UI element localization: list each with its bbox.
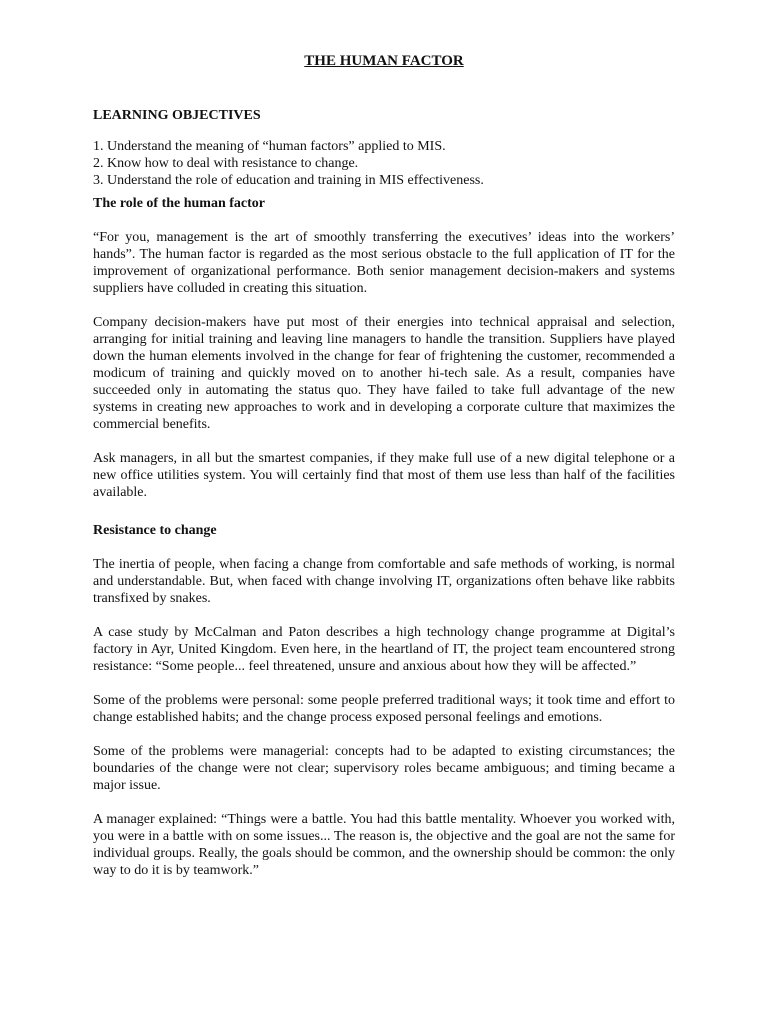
document-page xyxy=(93,52,675,879)
body-paragraph: Company decision-makers have put most of their energies into technical appraisal and selection, arranging for initial training and leaving line managers to handle the transition. Suppliers have played down the human elements involved in the change for fear of frightening the customer, recommended a modicum of training and quickly moved on to another hi-tech sale. As a result, companies have succeeded only in automating the status quo. They have failed to take full advantage of the new systems in creating new approaches to work and in developing a corporate culture that maximizes the commercial benefits. xyxy=(93,315,675,432)
body-paragraph: A manager explained: “Things were a battle. You had this battle mentality. Whoever you worked with, you were in a battle with on some issues... The reason is, the objective and the goal are not the same for individual groups. Really, the goals should be common, and the ownership should be common: the only way to do it is by teamwork.” xyxy=(93,812,675,878)
body-paragraph: Some of the problems were managerial: concepts had to be adapted to existing circumstances; the boundaries of the change were not clear; supervisory roles became ambiguous; and timing became a major issue. xyxy=(93,744,675,793)
body-paragraph: The inertia of people, when facing a change from comfortable and safe methods of working, is normal and understandable. But, when faced with change involving IT, organizations often behave like rabbits transfixed by snakes. xyxy=(93,557,675,606)
body-paragraph: Some of the problems were personal: some people preferred traditional ways; it took time and effort to change established habits; and the change process exposed personal feelings and emotions. xyxy=(93,693,675,725)
objective-item: 3. Understand the role of education and training in MIS effectiveness. xyxy=(93,173,484,188)
learning-objectives-heading: LEARNING OBJECTIVES xyxy=(93,108,261,123)
role-section-heading: The role of the human factor xyxy=(93,196,265,211)
resistance-section-heading: Resistance to change xyxy=(93,523,217,538)
objective-item: 2. Know how to deal with resistance to change. xyxy=(93,156,359,171)
body-paragraph: Ask managers, in all but the smartest companies, if they make full use of a new digital telephone or a new office utilities system. You will certainly find that most of them use less than half of the facilities available. xyxy=(93,451,675,500)
body-paragraph: A case study by McCalman and Paton describes a high technology change programme at Digital’s factory in Ayr, United Kingdom. Even here, in the heartland of IT, the project team encountered strong resistance: “Some people... feel threatened, unsure and anxious about how they will be affected.” xyxy=(93,625,675,674)
learning-objectives-list xyxy=(93,138,675,189)
document-title: THE HUMAN FACTOR xyxy=(304,53,464,69)
body-paragraph: “For you, management is the art of smoothly transferring the executives’ ideas into the workers’ hands”. The human factor is regarded as the most serious obstacle to the full application of IT for the improvement of organizational performance. Both senior management decision-makers and systems suppliers have colluded in creating this situation. xyxy=(93,230,675,296)
objective-item: 1. Understand the meaning of “human factors” applied to MIS. xyxy=(93,139,446,154)
